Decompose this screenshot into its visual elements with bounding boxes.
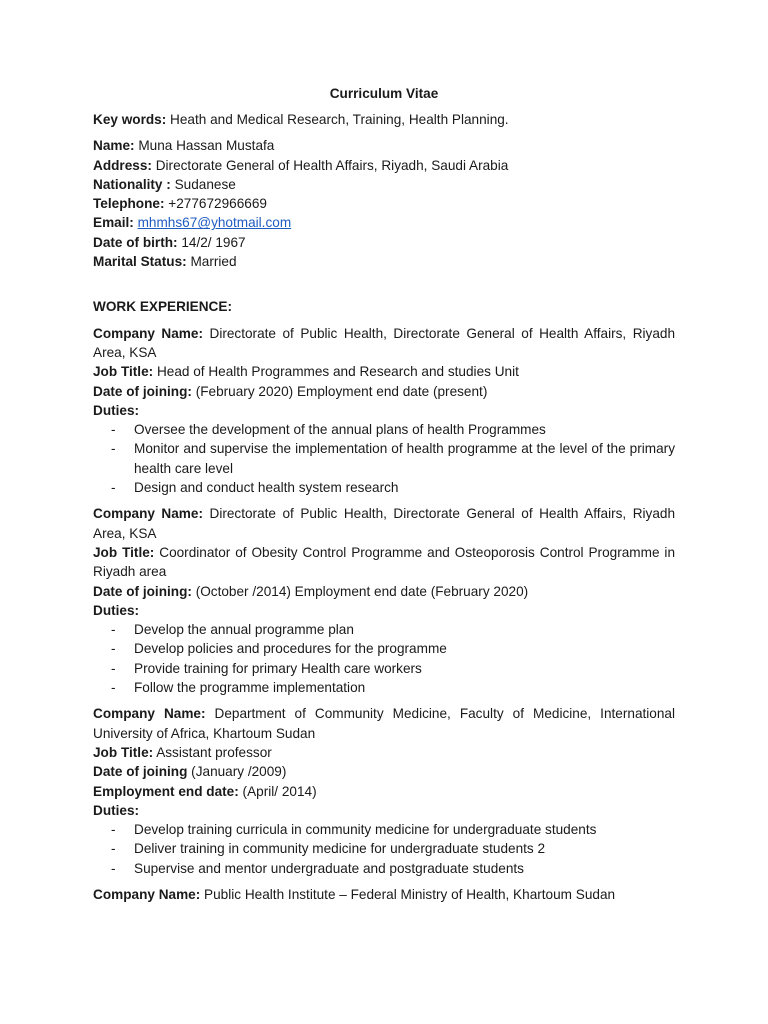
company-value: Directorate of Public Health, Directorate General of Health Affairs, Riyadh Area, KSA xyxy=(93,325,676,360)
name-value: Muna Hassan Mustafa xyxy=(134,138,275,154)
job-entry xyxy=(93,504,675,697)
job-entry xyxy=(93,704,675,878)
dash-bullet: - xyxy=(111,841,116,857)
email-label: Email: xyxy=(93,215,134,231)
list-item xyxy=(93,859,675,878)
marital-value: Married xyxy=(186,254,237,270)
job-title-line xyxy=(93,362,675,381)
duty-text: Design and conduct health system research xyxy=(134,480,399,496)
list-item xyxy=(93,620,675,639)
dash-bullet: - xyxy=(111,480,116,496)
end-date-value: (April/ 2014) xyxy=(238,783,317,799)
list-item xyxy=(93,478,675,497)
company-value: Public Health Institute – Federal Ministry of Health, Khartoum Sudan xyxy=(200,886,616,902)
duty-text: Monitor and supervise the implementation of health programme at the level of the primary health care level xyxy=(134,441,675,476)
dash-bullet: - xyxy=(111,641,116,657)
duties-label: Duties: xyxy=(93,802,140,818)
address-label: Address: xyxy=(93,157,152,173)
list-item xyxy=(93,678,675,697)
job-title-line xyxy=(93,743,675,762)
address-line xyxy=(93,156,675,175)
keywords-line xyxy=(93,110,675,129)
company-label: Company Name: xyxy=(93,325,203,341)
duties-list xyxy=(93,820,675,878)
job-title-label: Job Title: xyxy=(93,744,154,760)
end-date-label: Employment end date: xyxy=(93,783,239,799)
duties-list xyxy=(93,620,675,697)
document-title: Curriculum Vitae xyxy=(329,86,439,101)
duty-text: Develop training curricula in community medicine for undergraduate students xyxy=(134,822,597,838)
personal-details xyxy=(93,136,675,271)
job-title-line xyxy=(93,543,675,582)
dash-bullet: - xyxy=(111,441,116,457)
company-line xyxy=(93,504,675,543)
duty-text: Develop the annual programme plan xyxy=(134,622,354,638)
duty-text: Oversee the development of the annual plans of health Programmes xyxy=(134,422,546,438)
telephone-label: Telephone: xyxy=(93,196,165,212)
duty-text: Develop policies and procedures for the programme xyxy=(134,641,447,657)
dash-bullet: - xyxy=(111,860,116,876)
dob-line xyxy=(93,233,675,252)
end-date-line xyxy=(93,782,675,801)
duties-list xyxy=(93,420,675,497)
address-value: Directorate General of Health Affairs, Riyadh, Saudi Arabia xyxy=(151,157,509,173)
joining-label: Date of joining xyxy=(93,764,188,780)
work-experience-heading: WORK EXPERIENCE: xyxy=(93,299,232,315)
duty-text: Follow the programme implementation xyxy=(134,680,366,696)
dash-bullet: - xyxy=(111,680,116,696)
company-value: Directorate of Public Health, Directorate General of Health Affairs, Riyadh Area, KSA xyxy=(93,506,676,541)
job-title-value: Head of Health Programmes and Research and studies Unit xyxy=(153,364,519,380)
dash-bullet: - xyxy=(111,822,116,838)
list-item xyxy=(93,439,675,478)
company-value: Department of Community Medicine, Faculty of Medicine, International University of Africa, Khartoum Sudan xyxy=(93,706,676,741)
list-item xyxy=(93,420,675,439)
company-line xyxy=(93,324,675,363)
dob-value: 14/2/ 1967 xyxy=(177,234,246,250)
duty-text: Supervise and mentor undergraduate and postgraduate students xyxy=(134,860,524,876)
company-label: Company Name: xyxy=(93,886,201,902)
joining-line xyxy=(93,582,675,601)
company-line xyxy=(93,704,675,743)
name-line xyxy=(93,136,675,155)
telephone-value: +277672966669 xyxy=(164,196,267,212)
job-entry xyxy=(93,324,675,498)
list-item xyxy=(93,839,675,858)
nationality-label: Nationality : xyxy=(93,176,171,192)
job-title-label: Job Title: xyxy=(93,364,154,380)
joining-label: Date of joining: xyxy=(93,383,192,399)
dash-bullet: - xyxy=(111,422,116,438)
list-item xyxy=(93,659,675,678)
joining-value: (October /2014) Employment end date (February 2020) xyxy=(191,583,529,599)
cv-page xyxy=(93,84,675,904)
job-title-value: Assistant professor xyxy=(153,744,272,760)
joining-label: Date of joining: xyxy=(93,583,192,599)
nationality-value: Sudanese xyxy=(170,176,236,192)
list-item xyxy=(93,820,675,839)
email-line xyxy=(93,213,675,232)
email-link[interactable]: mhmhs67@yhotmail.com xyxy=(137,215,292,231)
company-label: Company Name: xyxy=(93,706,206,722)
marital-line xyxy=(93,252,675,271)
name-label: Name: xyxy=(93,138,135,154)
dash-bullet: - xyxy=(111,622,116,638)
telephone-line xyxy=(93,194,675,213)
marital-label: Marital Status: xyxy=(93,254,187,270)
duty-text: Deliver training in community medicine for undergraduate students 2 xyxy=(134,841,546,857)
job-title-label: Job Title: xyxy=(93,544,155,560)
company-label: Company Name: xyxy=(93,506,203,522)
joining-value: (January /2009) xyxy=(187,764,287,780)
joining-line xyxy=(93,762,675,781)
nationality-line xyxy=(93,175,675,194)
job-entry xyxy=(93,885,675,904)
dob-label: Date of birth: xyxy=(93,234,178,250)
duties-label: Duties: xyxy=(93,402,140,418)
dash-bullet: - xyxy=(111,660,116,676)
company-line xyxy=(93,885,675,904)
job-title-value: Coordinator of Obesity Control Programme and Osteoporosis Control Programme in Riyadh area xyxy=(93,544,676,580)
duty-text: Provide training for primary Health care workers xyxy=(134,660,422,676)
list-item xyxy=(93,639,675,658)
keywords-value: Heath and Medical Research, Training, Health Planning. xyxy=(166,112,509,127)
duties-label: Duties: xyxy=(93,602,140,618)
keywords-label: Key words: xyxy=(93,112,167,127)
joining-line xyxy=(93,382,675,401)
joining-value: (February 2020) Employment end date (present) xyxy=(191,383,488,399)
